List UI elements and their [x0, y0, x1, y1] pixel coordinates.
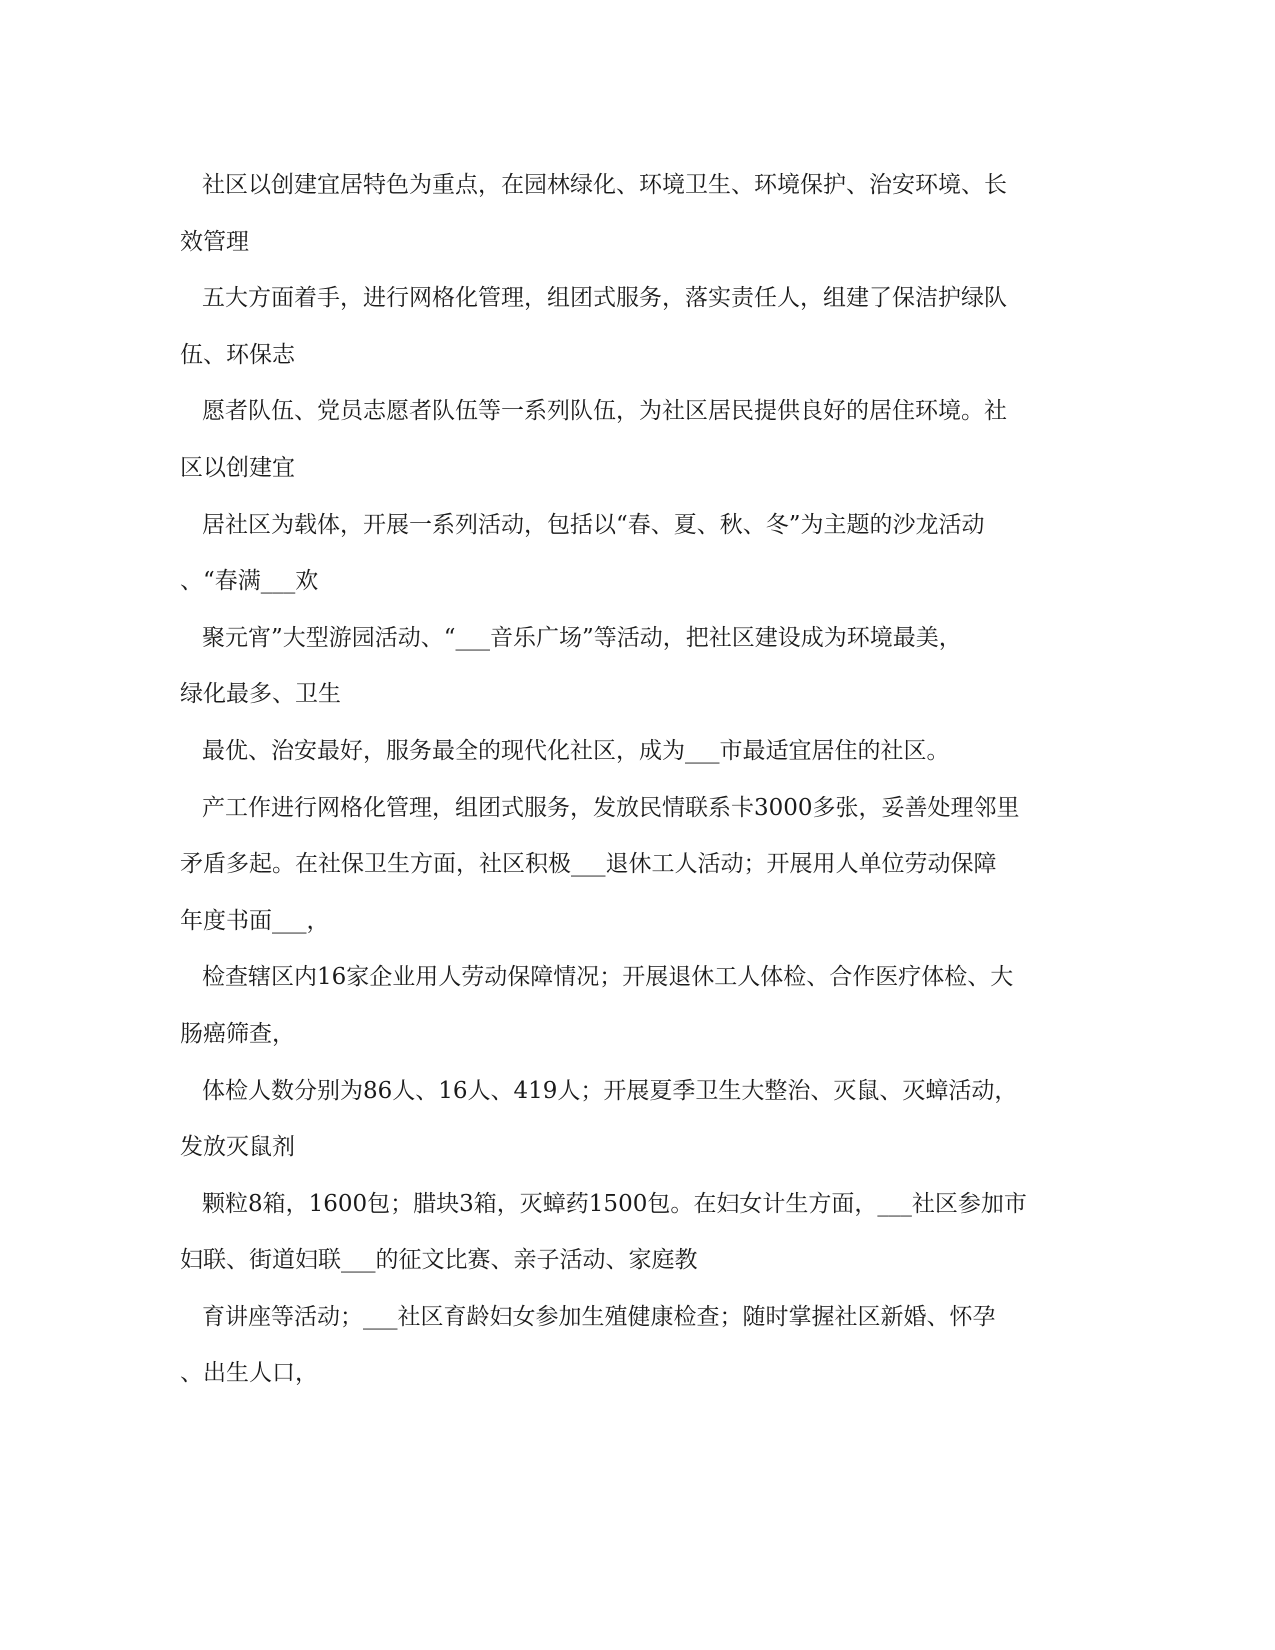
text-line: 愿者队伍、党员志愿者队伍等一系列队伍，为社区居民提供良好的居住环境。社 [202, 398, 1007, 425]
text-line: 最优、治安最好，服务最全的现代化社区，成为___市最适宜居住的社区。 [202, 737, 950, 764]
text-line: 区以创建宜 [180, 454, 295, 481]
text-line: 肠癌筛查， [180, 1020, 295, 1047]
text-line: 年度书面___， [180, 907, 330, 934]
text-line: 矛盾多起。在社保卫生方面，社区积极___退休工人活动；开展用人单位劳动保障 [180, 851, 997, 878]
text-line: 颗粒8箱，1600包；腊块3箱，灭蟑药1500包。在妇女计生方面，___社区参加市 [202, 1190, 1027, 1217]
text-line: 五大方面着手，进行网格化管理，组团式服务，落实责任人，组建了保洁护绿队 [202, 285, 1007, 312]
body-text [180, 163, 1040, 1408]
text-line: 育讲座等活动；___社区育龄妇女参加生殖健康检查；随时掌握社区新婚、怀孕 [202, 1303, 996, 1330]
text-line: 体检人数分别为86人、16人、419人；开展夏季卫生大整治、灭鼠、灭蟑活动， [202, 1077, 1018, 1104]
text-line: 产工作进行网格化管理，组团式服务，发放民情联系卡3000多张，妥善处理邻里 [202, 794, 1020, 821]
text-line: 、“春满___欢 [180, 568, 319, 595]
text-line: 社区以创建宜居特色为重点，在园林绿化、环境卫生、环境保护、治安环境、长 [202, 172, 1007, 198]
text-line: 效管理 [180, 228, 249, 255]
text-line: 检查辖区内16家企业用人劳动保障情况；开展退休工人体检、合作医疗体检、大 [202, 964, 1014, 991]
text-line: 妇联、街道妇联___的征文比赛、亲子活动、家庭教 [180, 1247, 698, 1274]
text-line: 发放灭鼠剂 [180, 1134, 295, 1161]
text-line: 、出生人口， [180, 1360, 318, 1387]
text-line: 伍、环保志 [180, 341, 295, 368]
text-line: 聚元宵”大型游园活动、“___音乐广场”等活动，把社区建设成为环境最美， [202, 624, 962, 651]
text-line: 居社区为载体，开展一系列活动，包括以“春、夏、秋、冬”为主题的沙龙活动 [202, 511, 985, 538]
text-line: 绿化最多、卫生 [180, 681, 341, 708]
